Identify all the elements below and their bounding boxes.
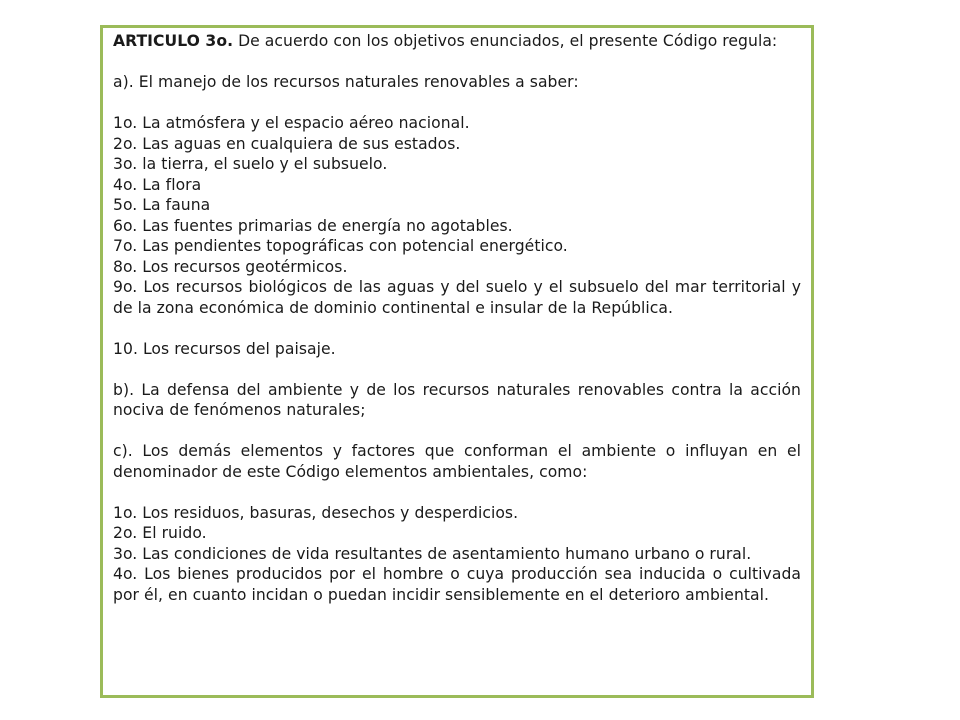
list-item: 4o. Los bienes producidos por el hombre o cuya producción sea inducida o cultivada por él, en cuanto incidan o puedan incidir sensiblemente en el deterioro ambiental. — [113, 565, 801, 604]
list-item: 1o. La atmósfera y el espacio aéreo nacional. — [113, 114, 470, 132]
spacer — [113, 482, 801, 503]
article-intro-paragraph — [113, 31, 801, 52]
list-item: 8o. Los recursos geotérmicos. — [113, 257, 348, 276]
list-item: 7o. Las pendientes topográficas con potencial energético. — [113, 237, 568, 255]
list-item: 2o. Las aguas en cualquiera de sus estados. — [113, 134, 461, 153]
article-text — [113, 31, 801, 605]
list-item: 6o. Las fuentes primarias de energía no agotables. — [113, 216, 513, 235]
section-b-paragraph: b). La defensa del ambiente y de los recursos naturales renovables contra la acción nociva de fenómenos naturales; — [113, 380, 801, 419]
list-item: 1o. Los residuos, basuras, desechos y desperdicios. — [113, 503, 519, 522]
list-item: 3o. la tierra, el suelo y el subsuelo. — [113, 155, 388, 173]
list-item: 9o. Los recursos biológicos de las aguas y del suelo y el subsuelo del mar territorial y de la zona económica de dominio continental e insular de la República. — [113, 278, 801, 317]
spacer — [113, 52, 801, 73]
list-item: 5o. La fauna — [113, 196, 211, 214]
spacer — [113, 93, 801, 114]
list-item: 4o. La flora — [113, 175, 202, 194]
section-c-title: c). Los demás elementos y factores que conforman el ambiente o influyan en el denominador de este Código elementos ambientales, como: — [113, 442, 801, 481]
spacer — [113, 318, 801, 339]
spacer — [113, 359, 801, 380]
list-item: 10. Los recursos del paisaje. — [113, 339, 336, 358]
article-box — [100, 25, 814, 698]
spacer — [113, 421, 801, 442]
list-item: 2o. El ruido. — [113, 524, 207, 542]
article-heading: ARTICULO 3o. — [113, 32, 234, 50]
article-intro: De acuerdo con los objetivos enunciados, el presente Código regula: — [233, 32, 778, 50]
list-item: 3o. Las condiciones de vida resultantes de asentamiento humano urbano o rural. — [113, 544, 752, 563]
section-a-title: a). El manejo de los recursos naturales renovables a saber: — [113, 73, 579, 91]
